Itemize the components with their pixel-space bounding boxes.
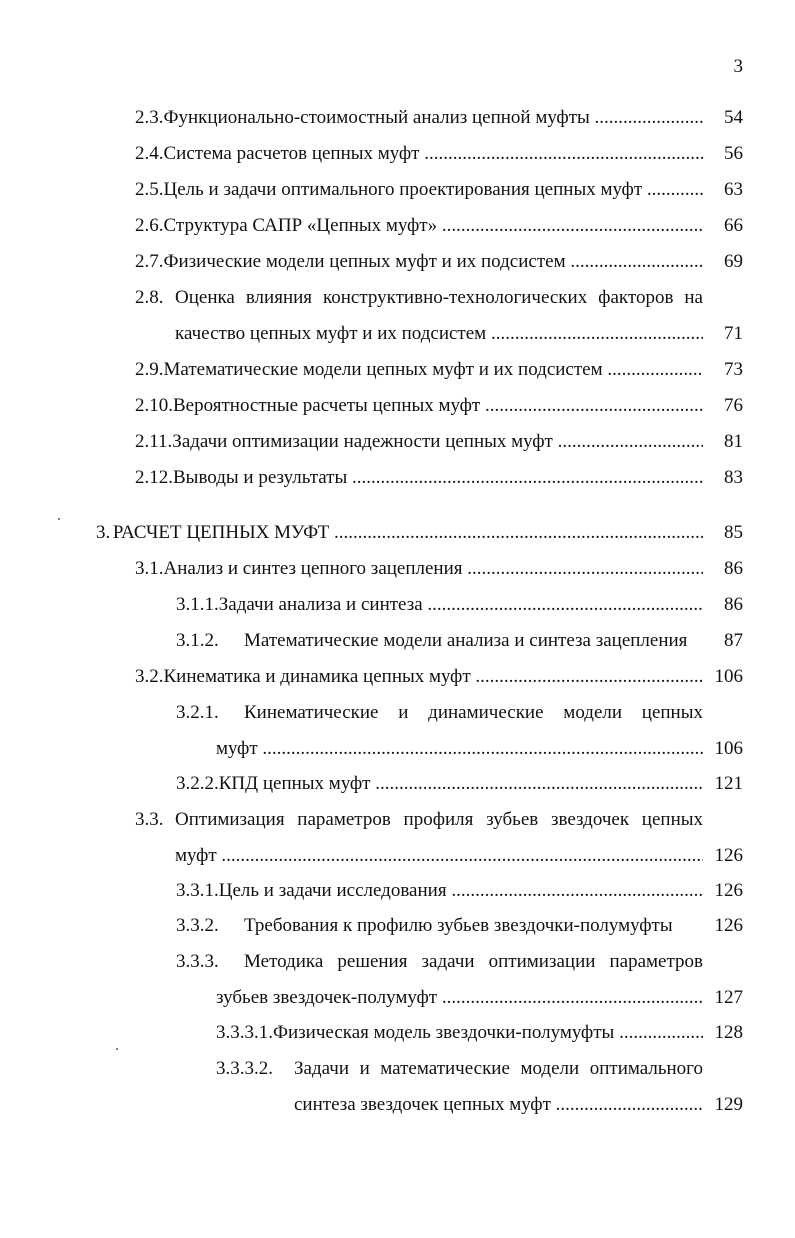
toc-title: Методика решения задачи оптимизации параметров: [244, 951, 703, 972]
toc-entry-3-1-1: [176, 591, 703, 619]
toc-number: 2.12.: [135, 467, 173, 488]
toc-page: 129: [714, 1094, 743, 1115]
toc-page: 126: [714, 845, 743, 866]
toc-number: 2.3.: [135, 107, 164, 128]
toc-page: 121: [714, 773, 743, 794]
toc-page: 85: [724, 522, 743, 543]
toc-number: 2.10.: [135, 395, 173, 416]
toc-title-continued: синтеза звездочек цепных муфт .....: [294, 1091, 703, 1119]
toc-title: Вероятностные расчеты цепных муфт .....: [173, 392, 703, 420]
toc-page: 127: [714, 987, 743, 1008]
toc-entry-3-3-3-2: [216, 1055, 703, 1083]
toc-entry-3-2-1: [176, 699, 703, 727]
toc-page: 83: [724, 467, 743, 488]
toc-number: 3.3.3.1.: [216, 1022, 273, 1043]
toc-title: Задачи и математические модели оптимального: [294, 1058, 703, 1079]
toc-entry-3: [96, 519, 703, 547]
toc-page: 76: [724, 395, 743, 416]
toc-entry-2-9: [135, 356, 703, 384]
toc-entry-2-4: [135, 140, 703, 168]
toc-page: 126: [714, 915, 743, 936]
toc-number: 3.3.1.: [176, 880, 219, 901]
toc-title: Кинематика и динамика цепных муфт .....: [164, 663, 704, 691]
toc-entry-2-10: [135, 392, 703, 420]
toc-entry-2-11: [135, 428, 703, 456]
scan-speck: [116, 1048, 118, 1050]
toc-title-continued: муфт .....: [216, 735, 703, 763]
toc-number: 3.3.2.: [176, 915, 219, 936]
toc-entry-2-12: [135, 464, 703, 492]
toc-title: Задачи оптимизации надежности цепных муфт .....: [172, 428, 703, 456]
toc-page: 86: [724, 594, 743, 615]
toc-entry-3-3-1: [176, 877, 703, 905]
toc-title: Цель и задачи исследования .....: [219, 877, 703, 905]
toc-entry-2-5: [135, 176, 703, 204]
toc-title-continued: качество цепных муфт и их подсистем .....: [175, 320, 703, 348]
scan-speck: [58, 518, 60, 520]
toc-page: 63: [724, 179, 743, 200]
toc-entry-2-3: [135, 104, 703, 132]
toc-entry-3-3: [135, 806, 703, 834]
toc-entry-3-3-cont: [175, 842, 703, 870]
toc-title: Математические модели анализа и синтеза зацепления: [244, 630, 688, 651]
toc-number: 3.: [96, 522, 111, 543]
toc-page: 73: [724, 359, 743, 380]
toc-page: 56: [724, 143, 743, 164]
toc-title: Функционально-стоимостный анализ цепной муфты .....: [164, 104, 704, 132]
toc-title: РАСЧЕТ ЦЕПНЫХ МУФТ .....: [113, 519, 703, 547]
toc-page: 86: [724, 558, 743, 579]
toc-entry-3-3-3: [176, 948, 703, 976]
toc-title: Задачи анализа и синтеза .....: [219, 591, 703, 619]
toc-title: КПД цепных муфт .....: [219, 770, 703, 798]
toc-title-continued: муфт .....: [175, 842, 703, 870]
toc-entry-2-7: [135, 248, 703, 276]
toc-number: 2.11.: [135, 431, 173, 452]
toc-page: 106: [714, 666, 743, 687]
toc-entry-2-6: [135, 212, 703, 240]
toc-number: 2.4.: [135, 143, 164, 164]
toc-number: 3.2.: [135, 666, 164, 687]
toc-page: 69: [724, 251, 743, 272]
toc-number: 3.3.3.: [176, 951, 219, 972]
toc-number: 3.2.2.: [176, 773, 219, 794]
toc-page: 54: [724, 107, 743, 128]
toc-number: 2.7.: [135, 251, 164, 272]
toc-page: 126: [714, 880, 743, 901]
toc-number: 2.5.: [135, 179, 164, 200]
toc-title: Анализ и синтез цепного зацепления .....: [164, 555, 704, 583]
toc-title: Физическая модель звездочки-полумуфты .....: [273, 1019, 703, 1047]
toc-page: 71: [724, 323, 743, 344]
toc-title: Система расчетов цепных муфт .....: [164, 140, 704, 168]
toc-page: 106: [714, 738, 743, 759]
toc-entry-3-3-3-2-cont: [294, 1091, 703, 1119]
toc-number: 2.8.: [135, 287, 164, 308]
toc-title: Оценка влияния конструктивно-технологических факторов на: [175, 287, 703, 308]
toc-number: 3.3.3.2.: [216, 1058, 273, 1079]
toc-title: Физические модели цепных муфт и их подсистем .....: [164, 248, 704, 276]
toc-title: Оптимизация параметров профиля зубьев звездочек цепных: [175, 809, 703, 830]
toc-page: 81: [724, 431, 743, 452]
toc-title: Математические модели цепных муфт и их подсистем .....: [164, 356, 704, 384]
page-number: 3: [733, 56, 743, 77]
toc-entry-2-8-cont: [175, 320, 703, 348]
toc-entry-3-3-2: [176, 912, 703, 940]
toc-entry-3-1-2: [176, 627, 703, 655]
toc-title-continued: зубьев звездочек-полумуфт .....: [216, 984, 703, 1012]
toc-title: Структура САПР «Цепных муфт» .....: [164, 212, 704, 240]
toc-title: Кинематические и динамические модели цепных: [244, 702, 703, 723]
toc-page: 128: [714, 1022, 743, 1043]
toc-number: 3.1.2.: [176, 630, 219, 651]
toc-entry-3-3-3-1: [216, 1019, 703, 1047]
toc-entry-3-2-1-cont: [216, 735, 703, 763]
toc-entry-3-1: [135, 555, 703, 583]
toc-entry-3-3-3-cont: [216, 984, 703, 1012]
toc-title: Выводы и результаты .....: [173, 464, 703, 492]
toc-entry-3-2-2: [176, 770, 703, 798]
toc-number: 3.3.: [135, 809, 164, 830]
toc-number: 2.6.: [135, 215, 164, 236]
toc-number: 2.9.: [135, 359, 164, 380]
toc-title: Требования к профилю зубьев звездочки-полумуфты: [244, 915, 673, 936]
toc-title: Цель и задачи оптимального проектирования цепных муфт .....: [164, 176, 704, 204]
toc-number: 3.2.1.: [176, 702, 219, 723]
toc-entry-2-8: [135, 284, 703, 312]
toc-number: 3.1.1.: [176, 594, 219, 615]
toc-page: 66: [724, 215, 743, 236]
toc-page: 87: [724, 630, 743, 651]
toc-entry-3-2: [135, 663, 703, 691]
toc-number: 3.1.: [135, 558, 164, 579]
